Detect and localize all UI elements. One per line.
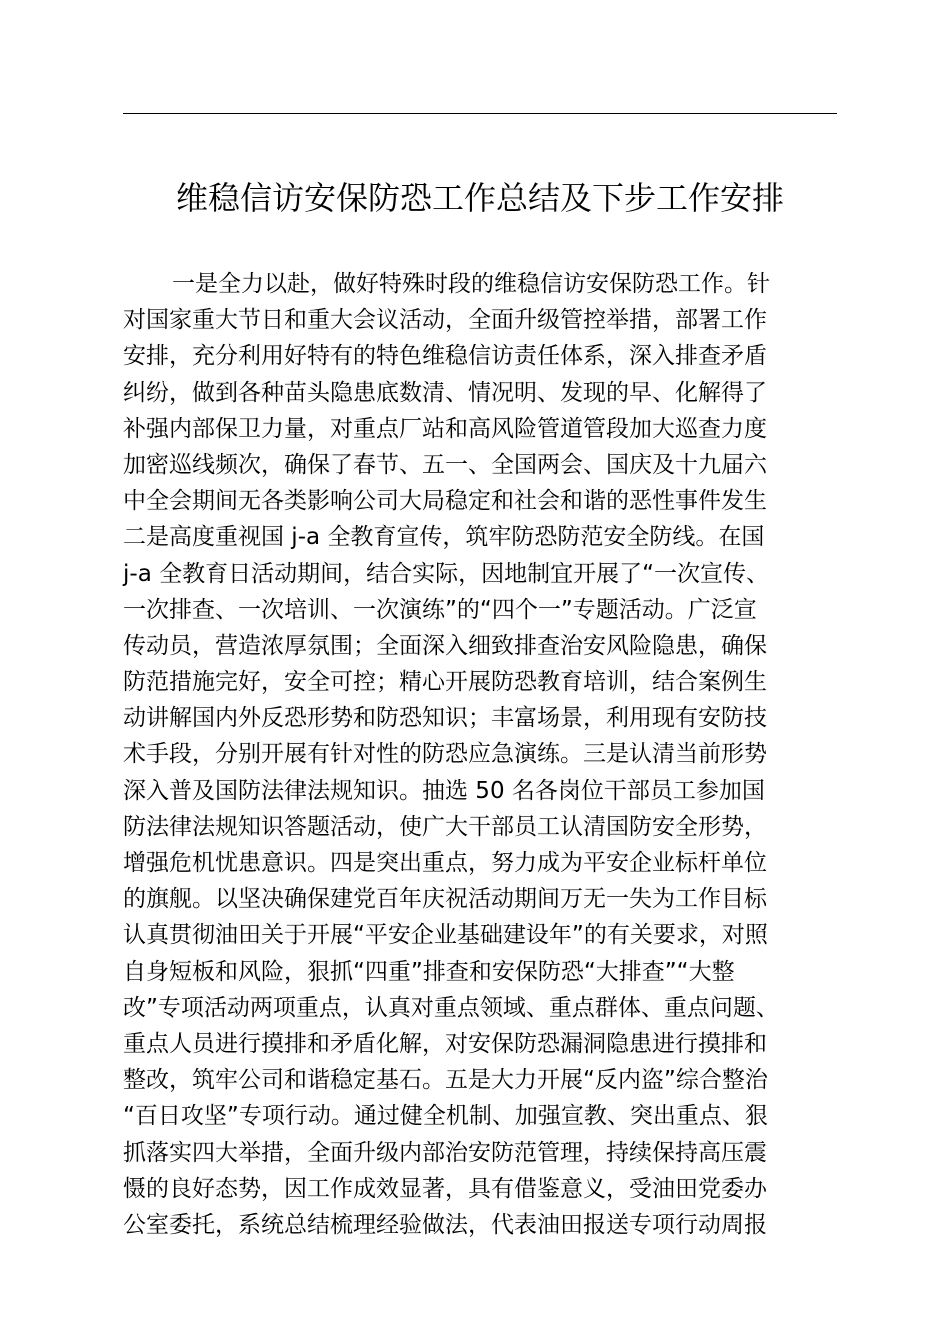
body-line: 安排，充分利用好特有的特色维稳信访责任体系，深入排查矛盾 [123, 343, 767, 370]
body-line: “百日攻坚”专项行动。通过健全机制、加强宣教、突出重点、狠 [123, 1103, 768, 1130]
body-line: 补强内部保卫力量，对重点厂站和高风险管道管段加大巡查力度 [123, 415, 767, 442]
body-line: 自身短板和风险，狠抓“四重”排查和安保防恐“大排查”“大整 [123, 958, 735, 985]
body-line: 传动员，营造浓厚氛围；全面深入细致排查治安风险隐患，确保 [123, 632, 767, 659]
document-title: 维稳信访安保防恐工作总结及下步工作安排 [175, 179, 784, 217]
body-line: 动讲解国内外反恐形势和防恐知识；丰富场景，利用现有安防技 [123, 705, 767, 732]
body-line: j-a 全教育日活动期间，结合实际，因地制宜开展了“一次宣传、 [123, 560, 770, 587]
body-line: 慑的良好态势，因工作成效显著，具有借鉴意义，受油田党委办 [123, 1175, 767, 1202]
body-line: 深入普及国防法律法规知识。抽选 50 名各岗位干部员工参加国 [123, 777, 765, 804]
body-line: 术手段，分别开展有针对性的防恐应急演练。三是认清当前形势 [123, 741, 767, 768]
body-line: 抓落实四大举措，全面升级内部治安防范管理，持续保持高压震 [123, 1139, 767, 1166]
document-body [123, 266, 843, 1243]
body-line: 对国家重大节日和重大会议活动，全面升级管控举措，部署工作 [123, 307, 767, 334]
body-line: 增强危机忧患意识。四是突出重点，努力成为平安企业标杆单位 [123, 850, 767, 876]
body-line: 纠纷，做到各种苗头隐患底数清、情况明、发现的早、化解得了 [123, 379, 767, 406]
body-line: 中全会期间无各类影响公司大局稳定和社会和谐的恶性事件发生 [123, 488, 767, 515]
body-line: 的旗舰。以坚决确保建党百年庆祝活动期间万无一失为工作目标 [123, 886, 767, 913]
body-line: 防范措施完好，安全可控；精心开展防恐教育培训，结合案例生 [123, 669, 767, 696]
body-line: 一是全力以赴，做好特殊时段的维稳信访安保防恐工作。针 [172, 271, 770, 297]
body-line: 重点人员进行摸排和矛盾化解，对安保防恐漏洞隐患进行摸排和 [123, 1030, 767, 1057]
body-line: 公室委托，系统总结梳理经验做法，代表油田报送专项行动周报 [123, 1211, 767, 1238]
header-rule [123, 113, 837, 114]
body-line: 防法律法规知识答题活动，使广大干部员工认清国防安全形势， [123, 813, 767, 840]
body-line: 改”专项活动两项重点，认真对重点领域、重点群体、重点问题、 [123, 994, 779, 1021]
body-line: 加密巡线频次，确保了春节、五一、全国两会、国庆及十九届六 [123, 451, 767, 478]
body-line: 一次排查、一次培训、一次演练”的“四个一”专题活动。广泛宣 [123, 596, 757, 623]
body-line: 二是高度重视国 j-a 全教育宣传，筑牢防恐防范安全防线。在国 [123, 524, 765, 551]
body-line: 整改，筑牢公司和谐稳定基石。五是大力开展“反内盗”综合整治 [123, 1067, 768, 1094]
body-line: 认真贯彻油田关于开展“平安企业基础建设年”的有关要求，对照 [123, 922, 768, 949]
